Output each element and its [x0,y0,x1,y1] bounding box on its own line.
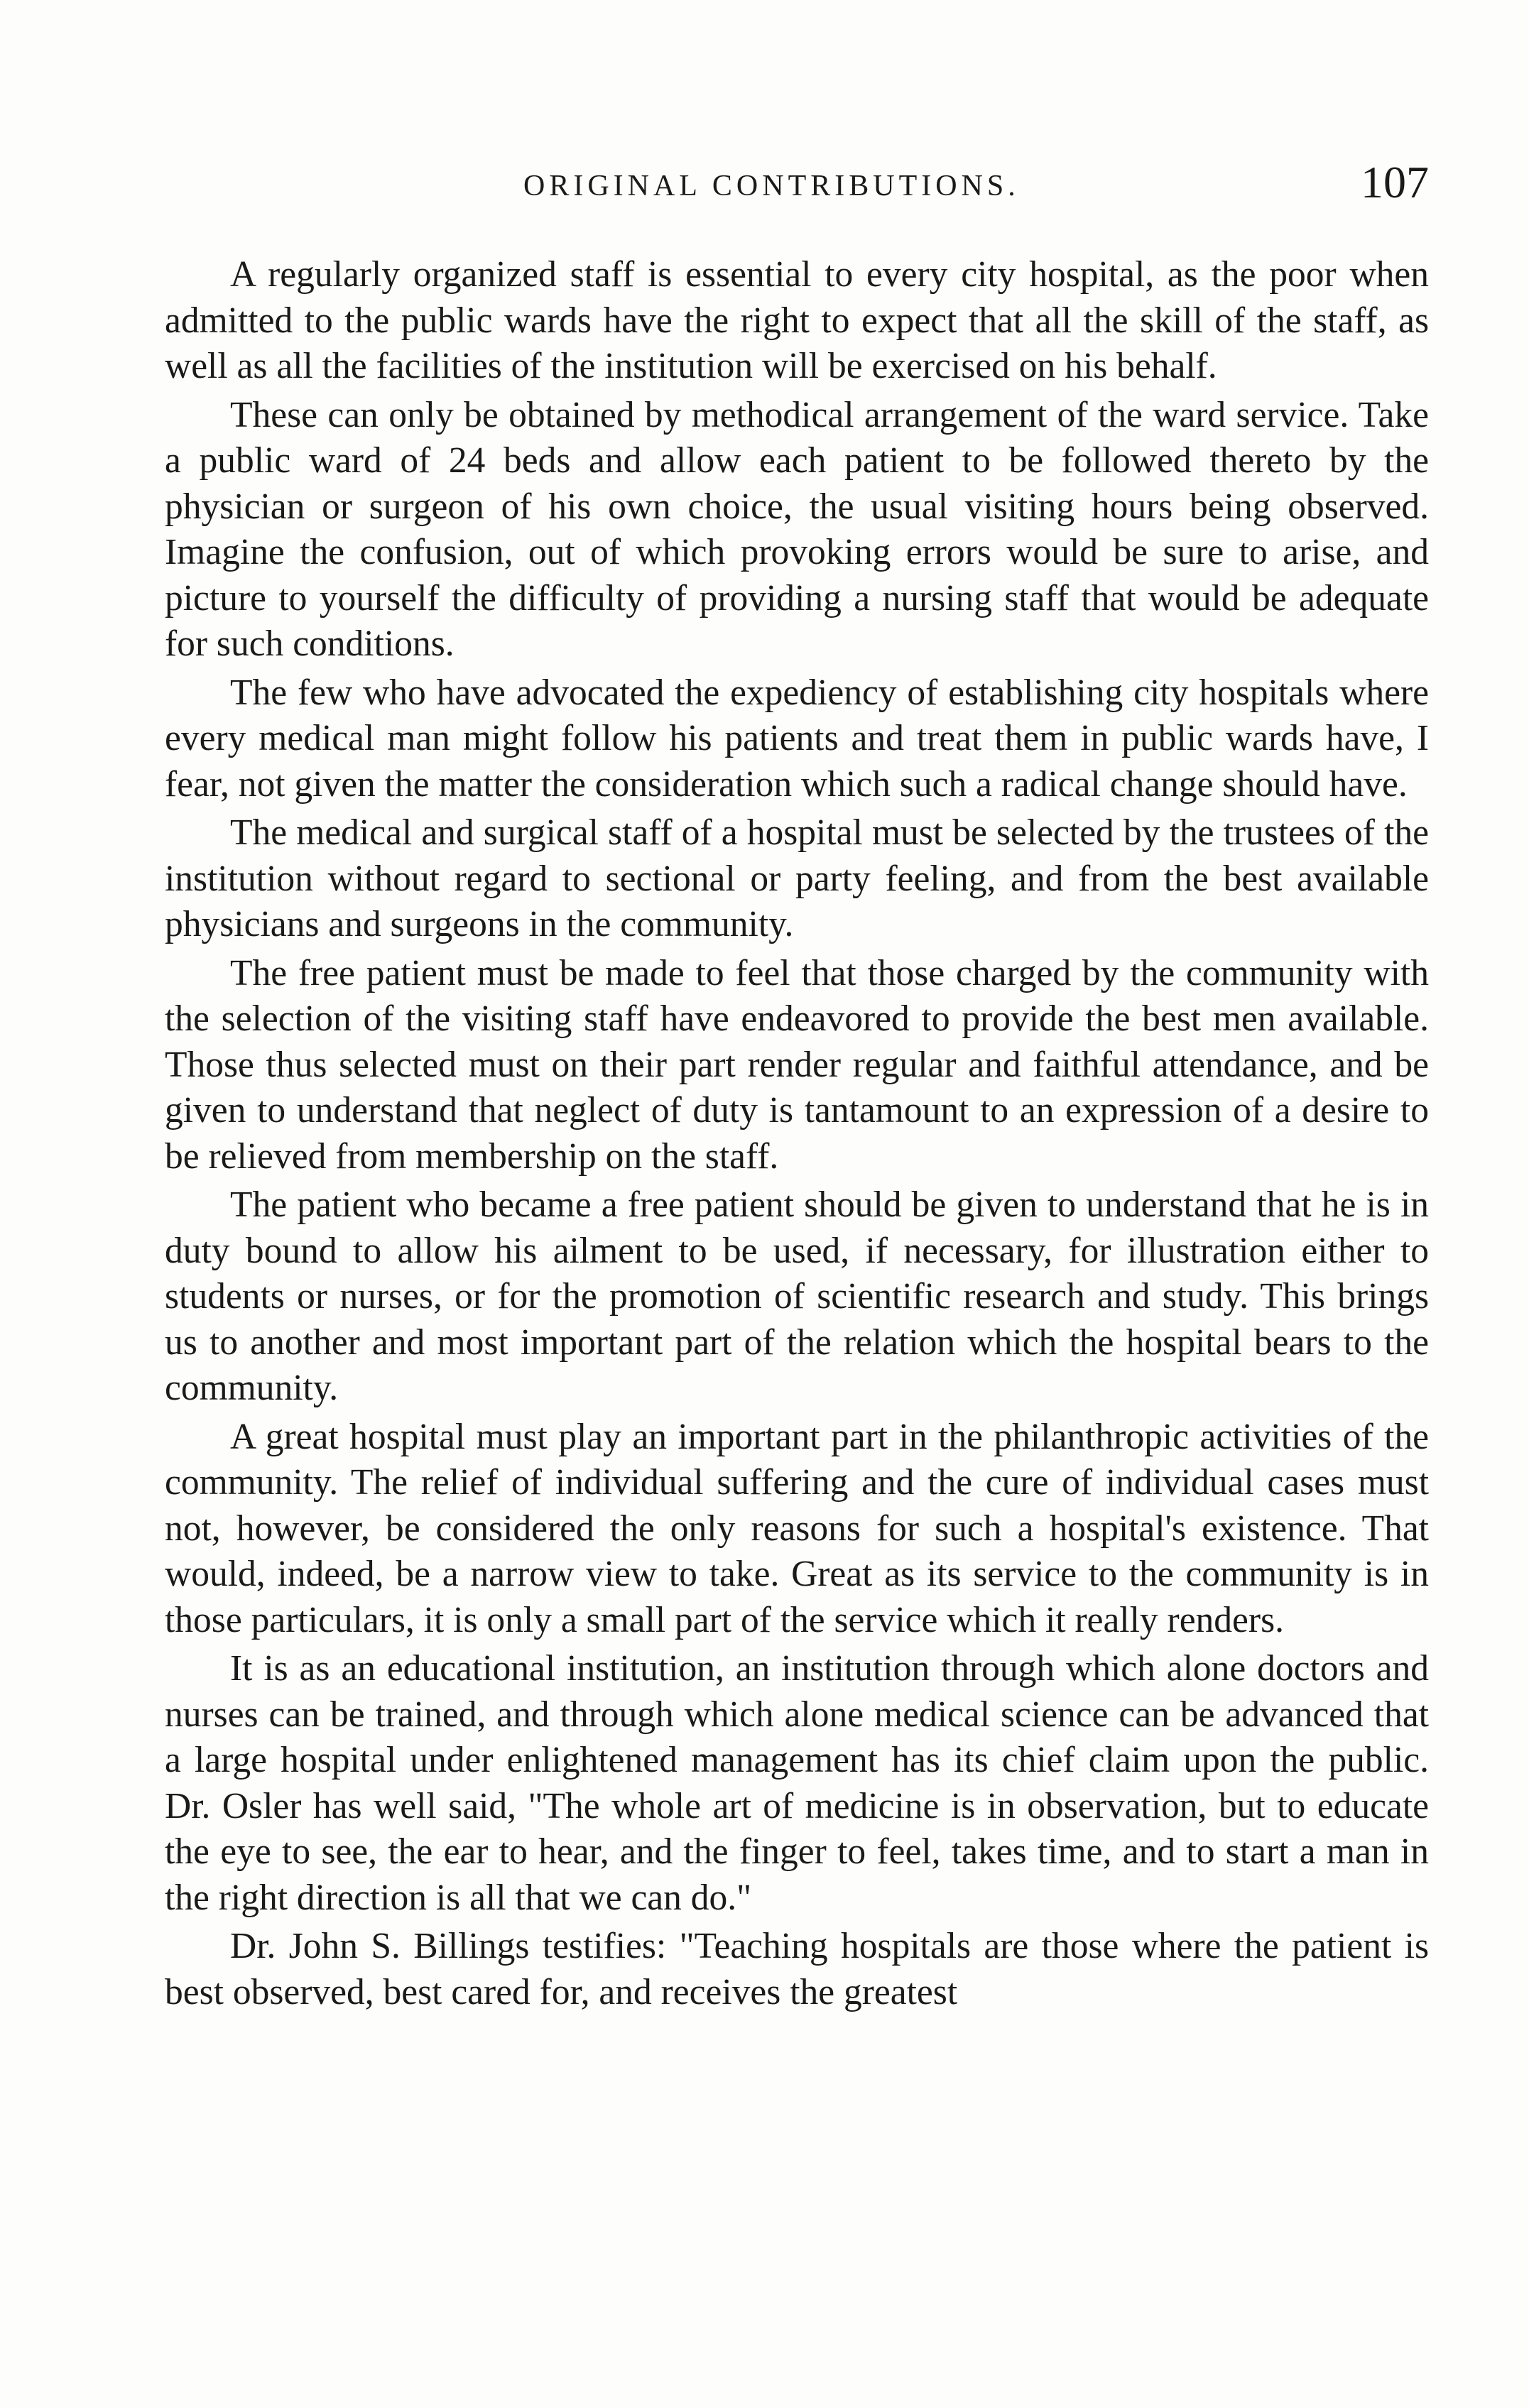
paragraph: The medical and surgical staff of a hospital must be selected by the trustees of the institution without regard to sectional or party feeling, and from the best available physicians and surgeons in the community. [165,812,1429,944]
paragraph: A regularly organized staff is essential to every city hospital, as the poor when admitted to the public wards have the right to expect that all the skill of the staff, as well as all the facilities of the institution will be exercised on his behalf. [165,254,1429,386]
paragraph: It is as an educational institution, an institution through which alone doctors and nurses can be trained, and through which alone medical science can be advanced that a large hospital under enlightened management has its chief claim upon the public. Dr. Osler has well said, "The whole art of medicine is in observation, but to educate the eye to see, the ear to hear, and the finger to feel, takes time, and to start a man in the right direction is all that we can do." [165,1648,1429,1918]
paragraph: A great hospital must play an important part in the philanthropic activities of the community. The relief of individual suffering and the cure of individual cases must not, however, be considered the only reasons for such a hospital's existence. That would, indeed, be a narrow view to take. Great as its service to the community is in those particulars, it is only a small part of the service which it really renders. [165,1416,1429,1640]
paragraph: Dr. John S. Billings testifies: "Teaching hospitals are those where the patient is best observed, best cared for, and receives the greatest [165,1926,1429,2012]
page-number: 107 [1361,157,1429,207]
paragraph: The free patient must be made to feel that those charged by the community with the selection of the visiting staff have endeavored to provide the best men available. Those thus selected must on their part render regular and faithful attendance, and be given to understand that neglect of duty is tantamount to an expression of a desire to be relieved from membership on the staff. [165,952,1429,1177]
running-title: ORIGINAL CONTRIBUTIONS. [523,170,1020,202]
paragraph: The few who have advocated the expediency of establishing city hospitals where every medical man might follow his patients and treat them in public wards have, I fear, not given the matter the consideration which such a radical change should have. [165,672,1429,805]
running-head [165,156,1429,213]
paragraph: These can only be obtained by methodical arrangement of the ward service. Take a public ward of 24 beds and allow each patient to be followed thereto by the physician or surgeon of his own choice, the usual visiting hours being observed. Imagine the confusion, out of which provoking errors would be sure to arise, and picture to yourself the difficulty of providing a nursing staff that would be adequate for such conditions. [165,394,1429,664]
body-text [165,252,1429,2304]
paragraph: The patient who became a free patient should be given to understand that he is in duty bound to allow his ailment to be used, if necessary, for illustration either to students or nurses, or for the promotion of scientific research and study. This brings us to another and most important part of the relation which the hospital bears to the community. [165,1184,1429,1408]
